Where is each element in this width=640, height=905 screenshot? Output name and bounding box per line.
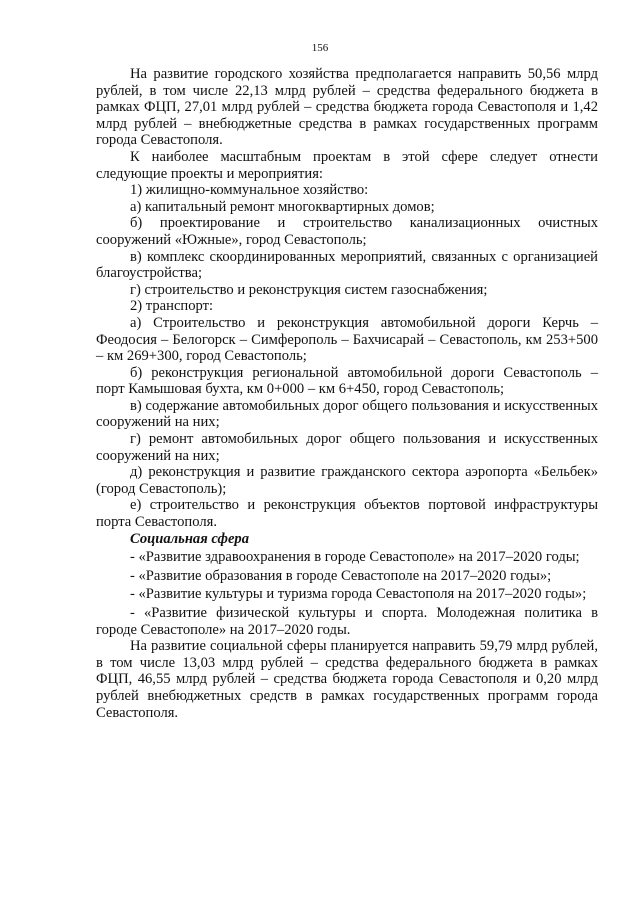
program-culture-tourism: - «Развитие культуры и туризма города Севастополя на 2017–2020 годы»; (130, 586, 587, 603)
paragraph-major-projects-intro: К наиболее масштабным проектам в этой сфере следует отнести следующие проекты и мероприятия: (96, 148, 598, 182)
list-item-road-repair: г) ремонт автомобильных дорог общего пользования и искусственных сооружений на них; (96, 431, 598, 464)
page-number: 156 (311, 42, 329, 54)
list-item-belbek-airport: д) реконструкция и развитие гражданского сектора аэропорта «Бельбек» (город Севастополь); (96, 464, 598, 497)
list-item-transport: 2) транспорт: (130, 298, 214, 315)
program-education: - «Развитие образования в городе Севастополе на 2017–2020 годы»; (130, 567, 552, 584)
list-item-port-infrastructure: е) строительство и реконструкция объектов портовой инфраструктуры порта Севастополя. (96, 497, 598, 531)
list-item-kamyshovaya-road: б) реконструкция региональной автомобильной дороги Севастополь – порт Камышовая бухта, км 0+000 – км 6+450, город Севастополь; (96, 364, 598, 398)
list-item-landscaping: в) комплекс скоординированных мероприятий, связанных с организацией благоустройства; (96, 248, 598, 282)
list-item-capital-repair: а) капитальный ремонт многоквартирных домов; (130, 198, 435, 215)
list-item-sewage-treatment: б) проектирование и строительство канализационных очистных сооружений «Южные», город Севастополь; (96, 215, 598, 248)
paragraph-social-budget: На развитие социальной сферы планируется направить 59,79 млрд рублей, в том числе 13,03 млрд рублей – средства федерального бюджета в рамках ФЦП, 46,55 млрд рублей – средства бюджета города Севастополя и 0,20 млрд рублей внебюджетных средств в рамках государственных программ города Севастополя. (96, 638, 598, 721)
list-item-gas-supply: г) строительство и реконструкция систем газоснабжения; (130, 281, 488, 298)
program-healthcare: - «Развитие здравоохранения в городе Севастополе» на 2017–2020 годы; (130, 549, 580, 566)
paragraph-urban-economy-budget: На развитие городского хозяйства предполагается направить 50,56 млрд рублей, в том числе 22,13 млрд рублей – средства федерального бюджета в рамках ФЦП, 27,01 млрд рублей – средства бюджета города Севастополя и 1,42 млрд рублей – внебюджетные средства в рамках государственных программ города Севастополя. (96, 66, 598, 149)
list-item-road-maintenance: в) содержание автомобильных дорог общего пользования и искусственных сооружений на них; (96, 397, 598, 431)
list-item-kerch-road: а) Строительство и реконструкция автомобильной дороги Керчь – Феодосия – Белогорск – Симферополь – Бахчисарай – Севастополь, км 253+500 – км 269+300, город Севастополь; (96, 314, 598, 365)
document-body (96, 66, 598, 721)
section-heading-social: Социальная сфера (130, 530, 250, 547)
program-sport-youth: - «Развитие физической культуры и спорта. Молодежная политика в городе Севастополе» на 2017–2020 годы. (96, 605, 598, 638)
list-item-housing-utilities: 1) жилищно-коммунальное хозяйство: (130, 182, 369, 199)
